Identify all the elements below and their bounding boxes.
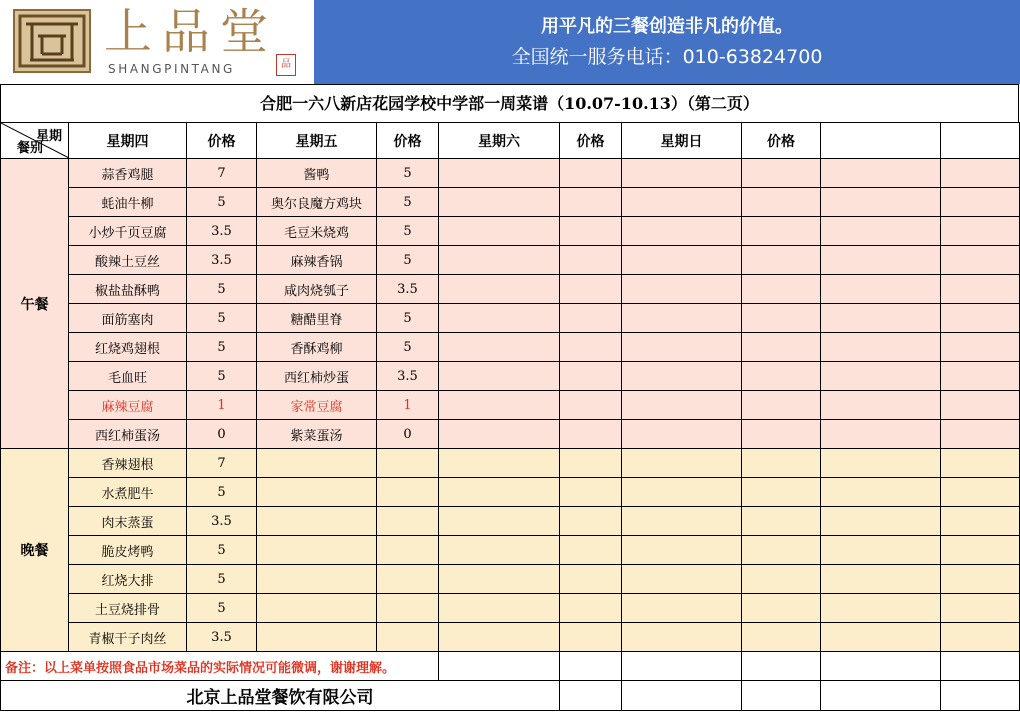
thursday-dish: 麻辣豆腐 xyxy=(69,391,187,420)
friday-dish: 香酥鸡柳 xyxy=(257,333,377,362)
empty-cell xyxy=(622,304,742,333)
empty-cell xyxy=(742,536,821,565)
empty-cell xyxy=(821,478,941,507)
empty-cell xyxy=(941,188,1020,217)
friday-dish: 毛豆米烧鸡 xyxy=(257,217,377,246)
friday-dish: 酱鸭 xyxy=(257,159,377,188)
dinner-row xyxy=(1,507,1020,536)
thursday-dish: 小炒千页豆腐 xyxy=(69,217,187,246)
empty-cell xyxy=(439,333,560,362)
meal-label-lunch: 午餐 xyxy=(1,159,69,449)
empty-cell xyxy=(941,565,1020,594)
empty-cell xyxy=(439,449,560,478)
thursday-price: 5 xyxy=(187,594,257,623)
corner-weekday-label: 星期 xyxy=(35,129,62,144)
empty-cell xyxy=(439,565,560,594)
thursday-dish: 蚝油牛柳 xyxy=(69,188,187,217)
empty-cell xyxy=(941,246,1020,275)
thursday-dish: 土豆烧排骨 xyxy=(69,594,187,623)
empty-cell xyxy=(941,159,1020,188)
empty-cell xyxy=(377,594,439,623)
dinner-row xyxy=(1,478,1020,507)
empty-cell xyxy=(821,246,941,275)
col-header: 星期五 xyxy=(257,123,377,159)
empty-cell xyxy=(560,159,622,188)
empty-cell xyxy=(821,652,941,681)
seal-logo-icon xyxy=(12,8,92,74)
empty-cell xyxy=(439,275,560,304)
empty-cell xyxy=(439,362,560,391)
lunch-row xyxy=(1,159,1020,188)
empty-cell xyxy=(742,333,821,362)
empty-cell xyxy=(560,188,622,217)
empty-cell xyxy=(560,275,622,304)
thursday-price: 5 xyxy=(187,188,257,217)
empty-cell xyxy=(439,536,560,565)
empty-cell xyxy=(742,304,821,333)
friday-dish: 糖醋里脊 xyxy=(257,304,377,333)
meal-label-dinner: 晚餐 xyxy=(1,449,69,652)
empty-cell xyxy=(439,159,560,188)
empty-cell xyxy=(377,623,439,652)
friday-dish: 咸肉烧瓠子 xyxy=(257,275,377,304)
lunch-row xyxy=(1,362,1020,391)
empty-cell xyxy=(257,623,377,652)
empty-cell xyxy=(560,536,622,565)
empty-cell xyxy=(622,536,742,565)
empty-cell xyxy=(377,507,439,536)
empty-cell xyxy=(821,275,941,304)
empty-cell xyxy=(622,565,742,594)
empty-cell xyxy=(439,623,560,652)
thursday-price: 5 xyxy=(187,478,257,507)
empty-cell xyxy=(742,478,821,507)
hotline-text: 全国统一服务电话：010-63824700 xyxy=(511,46,823,68)
empty-cell xyxy=(941,275,1020,304)
empty-cell xyxy=(821,362,941,391)
dinner-row xyxy=(1,565,1020,594)
empty-cell xyxy=(821,565,941,594)
header xyxy=(0,0,1020,84)
empty-cell xyxy=(560,594,622,623)
thursday-price: 3.5 xyxy=(187,246,257,275)
corner-header xyxy=(1,123,69,159)
friday-dish: 奥尔良魔方鸡块 xyxy=(257,188,377,217)
empty-cell xyxy=(821,681,941,711)
empty-cell xyxy=(257,565,377,594)
empty-cell xyxy=(941,681,1020,711)
friday-dish: 西红柿炒蛋 xyxy=(257,362,377,391)
thursday-dish: 毛血旺 xyxy=(69,362,187,391)
empty-cell xyxy=(439,391,560,420)
header-row xyxy=(1,123,1020,159)
empty-cell xyxy=(257,478,377,507)
empty-cell xyxy=(377,565,439,594)
brand-name-en: SHANGPINTANG xyxy=(108,62,235,76)
empty-cell xyxy=(560,507,622,536)
friday-price: 3.5 xyxy=(377,275,439,304)
thursday-dish: 香辣翅根 xyxy=(69,449,187,478)
thursday-price: 5 xyxy=(187,275,257,304)
lunch-row xyxy=(1,275,1020,304)
empty-cell xyxy=(439,246,560,275)
empty-cell xyxy=(257,536,377,565)
empty-cell xyxy=(742,565,821,594)
empty-cell xyxy=(821,449,941,478)
empty-cell xyxy=(439,217,560,246)
empty-cell xyxy=(560,652,622,681)
empty-cell xyxy=(377,478,439,507)
thursday-price: 7 xyxy=(187,449,257,478)
empty-cell xyxy=(821,391,941,420)
empty-cell xyxy=(439,594,560,623)
lunch-row xyxy=(1,420,1020,449)
empty-cell xyxy=(439,188,560,217)
thursday-dish: 椒盐盐酥鸭 xyxy=(69,275,187,304)
empty-cell xyxy=(560,217,622,246)
empty-cell xyxy=(560,565,622,594)
col-header: 星期日 xyxy=(622,123,742,159)
empty-cell xyxy=(439,420,560,449)
col-header xyxy=(941,123,1020,159)
note-text: 备注：以上菜单按照食品市场菜品的实际情况可能微调，谢谢理解。 xyxy=(1,652,439,681)
col-header: 价格 xyxy=(187,123,257,159)
lunch-row xyxy=(1,304,1020,333)
empty-cell xyxy=(622,362,742,391)
empty-cell xyxy=(742,391,821,420)
empty-cell xyxy=(941,449,1020,478)
thursday-price: 3.5 xyxy=(187,217,257,246)
empty-cell xyxy=(622,507,742,536)
lunch-section xyxy=(1,159,1020,449)
empty-cell xyxy=(622,420,742,449)
col-header: 价格 xyxy=(742,123,821,159)
empty-cell xyxy=(742,449,821,478)
thursday-dish: 酸辣土豆丝 xyxy=(69,246,187,275)
empty-cell xyxy=(941,391,1020,420)
empty-cell xyxy=(941,623,1020,652)
col-header: 价格 xyxy=(560,123,622,159)
empty-cell xyxy=(941,217,1020,246)
thursday-dish: 西红柿蛋汤 xyxy=(69,420,187,449)
empty-cell xyxy=(622,623,742,652)
footer-row xyxy=(1,681,1020,711)
friday-price: 5 xyxy=(377,188,439,217)
empty-cell xyxy=(560,681,622,711)
empty-cell xyxy=(439,304,560,333)
thursday-dish: 面筋塞肉 xyxy=(69,304,187,333)
empty-cell xyxy=(622,478,742,507)
empty-cell xyxy=(560,449,622,478)
empty-cell xyxy=(257,449,377,478)
empty-cell xyxy=(439,652,560,681)
thursday-price: 5 xyxy=(187,565,257,594)
lunch-row xyxy=(1,391,1020,420)
empty-cell xyxy=(622,333,742,362)
empty-cell xyxy=(622,449,742,478)
note-row xyxy=(1,652,1020,681)
lunch-row xyxy=(1,188,1020,217)
empty-cell xyxy=(742,217,821,246)
empty-cell xyxy=(821,420,941,449)
empty-cell xyxy=(821,333,941,362)
empty-cell xyxy=(742,275,821,304)
empty-cell xyxy=(622,159,742,188)
empty-cell xyxy=(941,333,1020,362)
empty-cell xyxy=(560,246,622,275)
lunch-row xyxy=(1,217,1020,246)
friday-price: 5 xyxy=(377,246,439,275)
empty-cell xyxy=(560,623,622,652)
menu-title: 合肥一六八新店花园学校中学部一周菜谱（10.07-10.13）（第二页） xyxy=(0,84,1019,122)
empty-cell xyxy=(742,507,821,536)
empty-cell xyxy=(622,391,742,420)
empty-cell xyxy=(821,159,941,188)
empty-cell xyxy=(560,362,622,391)
empty-cell xyxy=(439,478,560,507)
dinner-section xyxy=(1,449,1020,652)
thursday-price: 5 xyxy=(187,536,257,565)
slogan-banner xyxy=(314,0,1020,84)
empty-cell xyxy=(257,594,377,623)
empty-cell xyxy=(941,304,1020,333)
friday-price: 5 xyxy=(377,217,439,246)
empty-cell xyxy=(821,188,941,217)
empty-cell xyxy=(941,362,1020,391)
friday-dish: 紫菜蛋汤 xyxy=(257,420,377,449)
empty-cell xyxy=(377,449,439,478)
empty-cell xyxy=(257,507,377,536)
friday-price: 5 xyxy=(377,159,439,188)
thursday-price: 5 xyxy=(187,333,257,362)
thursday-price: 3.5 xyxy=(187,623,257,652)
thursday-dish: 青椒干子肉丝 xyxy=(69,623,187,652)
thursday-price: 0 xyxy=(187,420,257,449)
empty-cell xyxy=(622,681,742,711)
weekly-menu-table xyxy=(0,122,1020,711)
empty-cell xyxy=(560,420,622,449)
friday-price: 3.5 xyxy=(377,362,439,391)
empty-cell xyxy=(622,275,742,304)
friday-dish: 家常豆腐 xyxy=(257,391,377,420)
thursday-dish: 脆皮烤鸭 xyxy=(69,536,187,565)
empty-cell xyxy=(941,652,1020,681)
thursday-dish: 蒜香鸡腿 xyxy=(69,159,187,188)
empty-cell xyxy=(821,217,941,246)
slogan-text: 用平凡的三餐创造非凡的价值。 xyxy=(541,16,793,37)
empty-cell xyxy=(742,681,821,711)
thursday-dish: 红烧鸡翅根 xyxy=(69,333,187,362)
empty-cell xyxy=(941,478,1020,507)
col-header: 价格 xyxy=(377,123,439,159)
empty-cell xyxy=(622,217,742,246)
thursday-price: 3.5 xyxy=(187,507,257,536)
empty-cell xyxy=(742,159,821,188)
empty-cell xyxy=(560,478,622,507)
friday-price: 0 xyxy=(377,420,439,449)
empty-cell xyxy=(622,246,742,275)
friday-dish: 麻辣香锅 xyxy=(257,246,377,275)
corner-meal-label: 餐别 xyxy=(17,141,44,156)
empty-cell xyxy=(742,246,821,275)
empty-cell xyxy=(941,420,1020,449)
friday-price: 5 xyxy=(377,333,439,362)
dinner-row xyxy=(1,449,1020,478)
empty-cell xyxy=(439,507,560,536)
thursday-price: 1 xyxy=(187,391,257,420)
friday-price: 1 xyxy=(377,391,439,420)
thursday-dish: 红烧大排 xyxy=(69,565,187,594)
empty-cell xyxy=(821,304,941,333)
lunch-row xyxy=(1,333,1020,362)
empty-cell xyxy=(377,536,439,565)
brand-stamp: 品 xyxy=(276,54,296,76)
empty-cell xyxy=(742,652,821,681)
empty-cell xyxy=(742,362,821,391)
thursday-dish: 水煮肥牛 xyxy=(69,478,187,507)
col-header xyxy=(821,123,941,159)
friday-price: 5 xyxy=(377,304,439,333)
col-header: 星期四 xyxy=(69,123,187,159)
thursday-price: 5 xyxy=(187,304,257,333)
thursday-dish: 肉末蒸蛋 xyxy=(69,507,187,536)
dinner-row xyxy=(1,536,1020,565)
empty-cell xyxy=(742,594,821,623)
lunch-row xyxy=(1,246,1020,275)
empty-cell xyxy=(941,536,1020,565)
dinner-row xyxy=(1,623,1020,652)
dinner-row xyxy=(1,594,1020,623)
empty-cell xyxy=(941,594,1020,623)
empty-cell xyxy=(821,536,941,565)
empty-cell xyxy=(742,188,821,217)
empty-cell xyxy=(821,594,941,623)
logo-area xyxy=(0,0,313,84)
empty-cell xyxy=(941,507,1020,536)
brand-name-cn: 上品堂 xyxy=(104,4,279,60)
empty-cell xyxy=(742,623,821,652)
empty-cell xyxy=(821,623,941,652)
thursday-price: 7 xyxy=(187,159,257,188)
empty-cell xyxy=(560,391,622,420)
empty-cell xyxy=(622,594,742,623)
col-header: 星期六 xyxy=(439,123,560,159)
thursday-price: 5 xyxy=(187,362,257,391)
empty-cell xyxy=(622,652,742,681)
empty-cell xyxy=(622,188,742,217)
empty-cell xyxy=(560,304,622,333)
company-name: 北京上品堂餐饮有限公司 xyxy=(1,681,560,711)
empty-cell xyxy=(821,507,941,536)
empty-cell xyxy=(560,333,622,362)
empty-cell xyxy=(742,420,821,449)
